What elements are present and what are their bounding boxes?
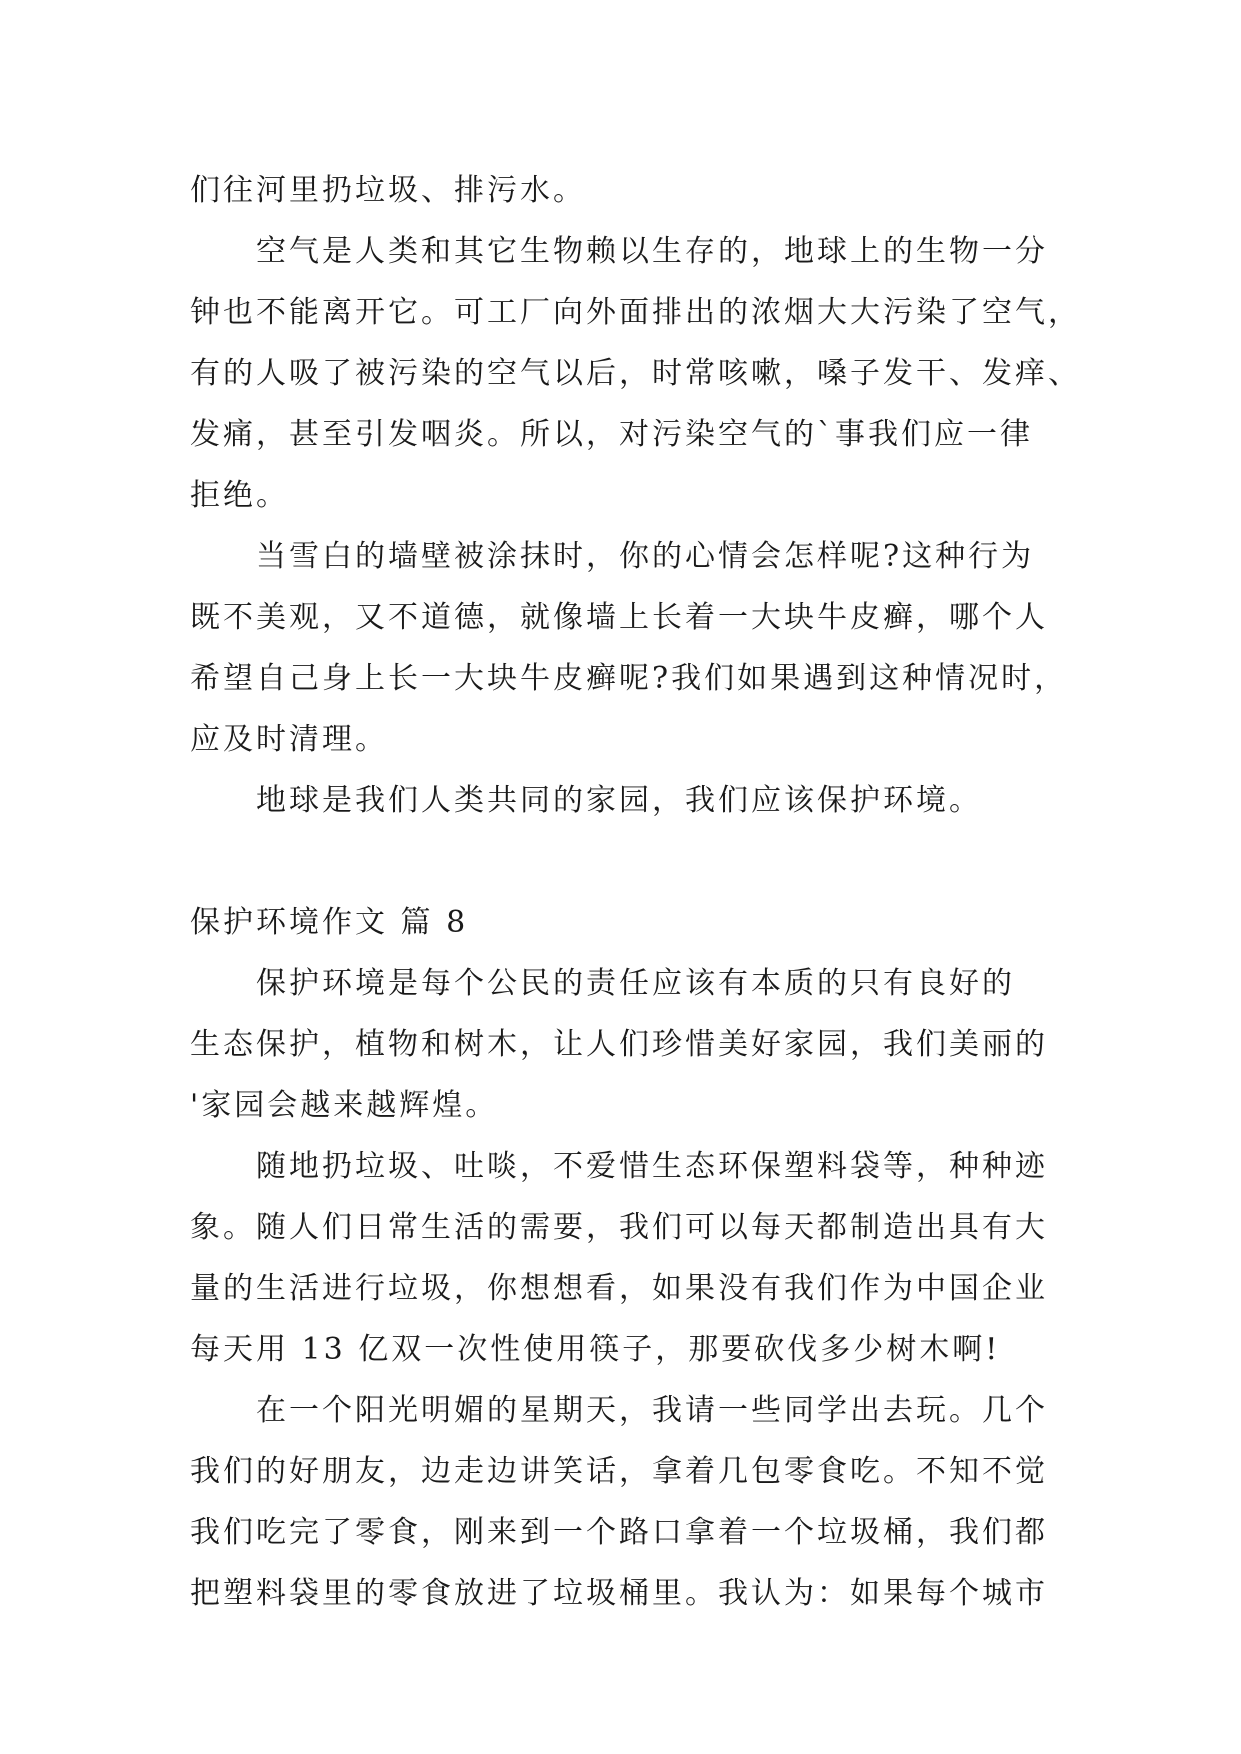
paragraph-line: 量的生活进行垃圾，你想想看，如果没有我们作为中国企业 (190, 1271, 1048, 1306)
paragraph-line: 我们的好朋友，边走边讲笑话，拿着几包零食吃。不知不觉 (190, 1454, 1048, 1489)
paragraph-line: 们往河里扔垃圾、排污水。 (190, 173, 586, 208)
paragraph-line: 我们吃完了零食，刚来到一个路口拿着一个垃圾桶，我们都 (190, 1515, 1048, 1550)
paragraph-line: 每天用 13 亿双一次性使用筷子，那要砍伐多少树木啊! (190, 1332, 1001, 1367)
paragraph-line: 钟也不能离开它。可工厂向外面排出的浓烟大大污染了空气， (190, 295, 1081, 330)
paragraph-line: 希望自己身上长一大块牛皮癣呢?我们如果遇到这种情况时， (190, 661, 1068, 696)
paragraph-line: '家园会越来越辉煌。 (190, 1088, 499, 1123)
paragraph-line: 有的人吸了被污染的空气以后，时常咳嗽，嗓子发干、发痒、 (190, 356, 1081, 391)
paragraph-line: 保护环境是每个公民的责任应该有本质的只有良好的 (256, 966, 1015, 1001)
paragraph-line: 地球是我们人类共同的家园，我们应该保护环境。 (256, 783, 982, 818)
paragraph-line: 拒绝。 (190, 478, 289, 513)
paragraph-line: 空气是人类和其它生物赖以生存的，地球上的生物一分 (256, 234, 1048, 269)
paragraph-line: 生态保护，植物和树木，让人们珍惜美好家园，我们美丽的 (190, 1027, 1048, 1062)
paragraph-line: 随地扔垃圾、吐啖，不爱惜生态环保塑料袋等，种种迹 (256, 1149, 1048, 1184)
section-heading: 保护环境作文 篇 8 (190, 905, 469, 940)
paragraph-line: 在一个阳光明媚的星期天，我请一些同学出去玩。几个 (256, 1393, 1048, 1428)
paragraph-line: 应及时清理。 (190, 722, 388, 757)
paragraph-line: 既不美观，又不道德，就像墙上长着一大块牛皮癣，哪个人 (190, 600, 1048, 635)
paragraph-line: 象。随人们日常生活的需要，我们可以每天都制造出具有大 (190, 1210, 1048, 1245)
paragraph-line: 发痛，甚至引发咽炎。所以，对污染空气的`事我们应一律 (190, 417, 1033, 452)
section-spacer (190, 831, 1090, 892)
document-body (190, 160, 1090, 1624)
paragraph-line: 把塑料袋里的零食放进了垃圾桶里。我认为：如果每个城市 (190, 1576, 1048, 1611)
paragraph-line: 当雪白的墙壁被涂抹时，你的心情会怎样呢?这种行为 (256, 539, 1035, 574)
